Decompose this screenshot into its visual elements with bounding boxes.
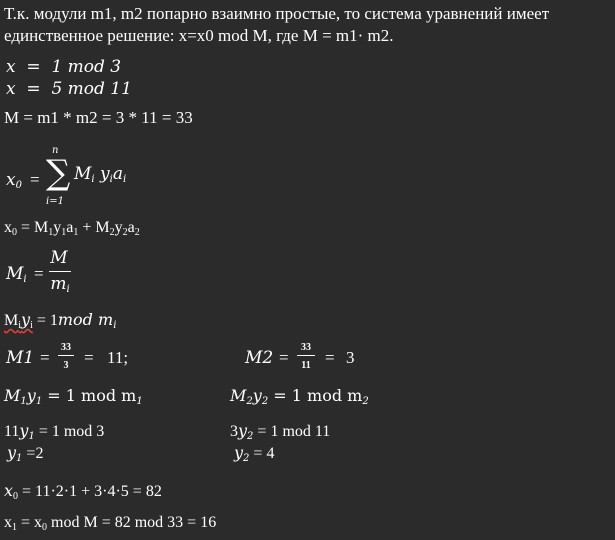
right-row-1: $M_2y_2 = 1$ mod $m_2$ [230,386,369,407]
x0-expansion: $x_0 = M_1y_1a_1 + M_2y_2a_2$ [4,219,140,238]
left-row-2: $11y_1 = 1$ mod 3 [4,421,105,442]
m2-fraction-bar [297,355,315,356]
sum-upper-limit: n [52,145,59,156]
mi-numerator: M [50,248,68,268]
x1-result: $x_1 = x_0$ mod M = 82 mod 33 = 16 [4,514,217,533]
sum-term-a: a [112,164,123,184]
sum-lhs-sub: 0 [15,180,22,191]
left-row-3: $y_1 =2$ [7,443,44,464]
m2-denominator: 11 [301,360,311,371]
system-eq-2: x = 5 mod 11 [6,79,132,99]
left-row-1: $M_1y_1 = 1$ mod $m_1$ [4,386,143,407]
m2-numerator: 33 [301,342,311,353]
right-row-3: $y_2 = 4$ [234,443,275,464]
sum-term-m-sub: i [91,174,95,185]
sum-term-a-sub: i [122,174,127,185]
sigma-symbol: ∑ [46,153,71,193]
sum-term-m: M [74,164,92,184]
sum-equals: = [30,170,40,189]
x0-result: $x_0 = 11\cdot 2\cdot 1 + 3\cdot 4\cdot 5 = 82$ [4,481,162,502]
sum-lhs: x [6,170,16,190]
m2-result: 3 [346,348,355,367]
sum-term-y: y [100,164,110,184]
right-row-2: $3y_2 = 1$ mod 11 [230,421,331,442]
m1-result: 11; [107,348,129,367]
congruence-line: $M_iy_i = 1mod$ $m_i$ [4,310,117,331]
sum-term-y-sub: i [109,174,113,185]
mi-denominator: $m_i$ [50,274,70,295]
m1-denominator: 3 [63,360,69,371]
mi-fraction-bar [49,271,71,272]
m-product-line: M = m1 * m2 = 3 * 11 = 33 [4,108,193,127]
m1-fraction-bar [58,355,74,356]
m1-numerator: 33 [61,342,71,353]
system-eq-1: x = 1 mod 3 [6,57,122,77]
sum-lower-limit: i=1 [46,196,64,207]
intro-line-1: Т.к. модули m1, m2 попарно взаимно простые, то система уравнений имеет [4,4,550,23]
intro-line-2: единственное решение: x=x0 mod M, где M = m1· m2. [4,26,394,45]
